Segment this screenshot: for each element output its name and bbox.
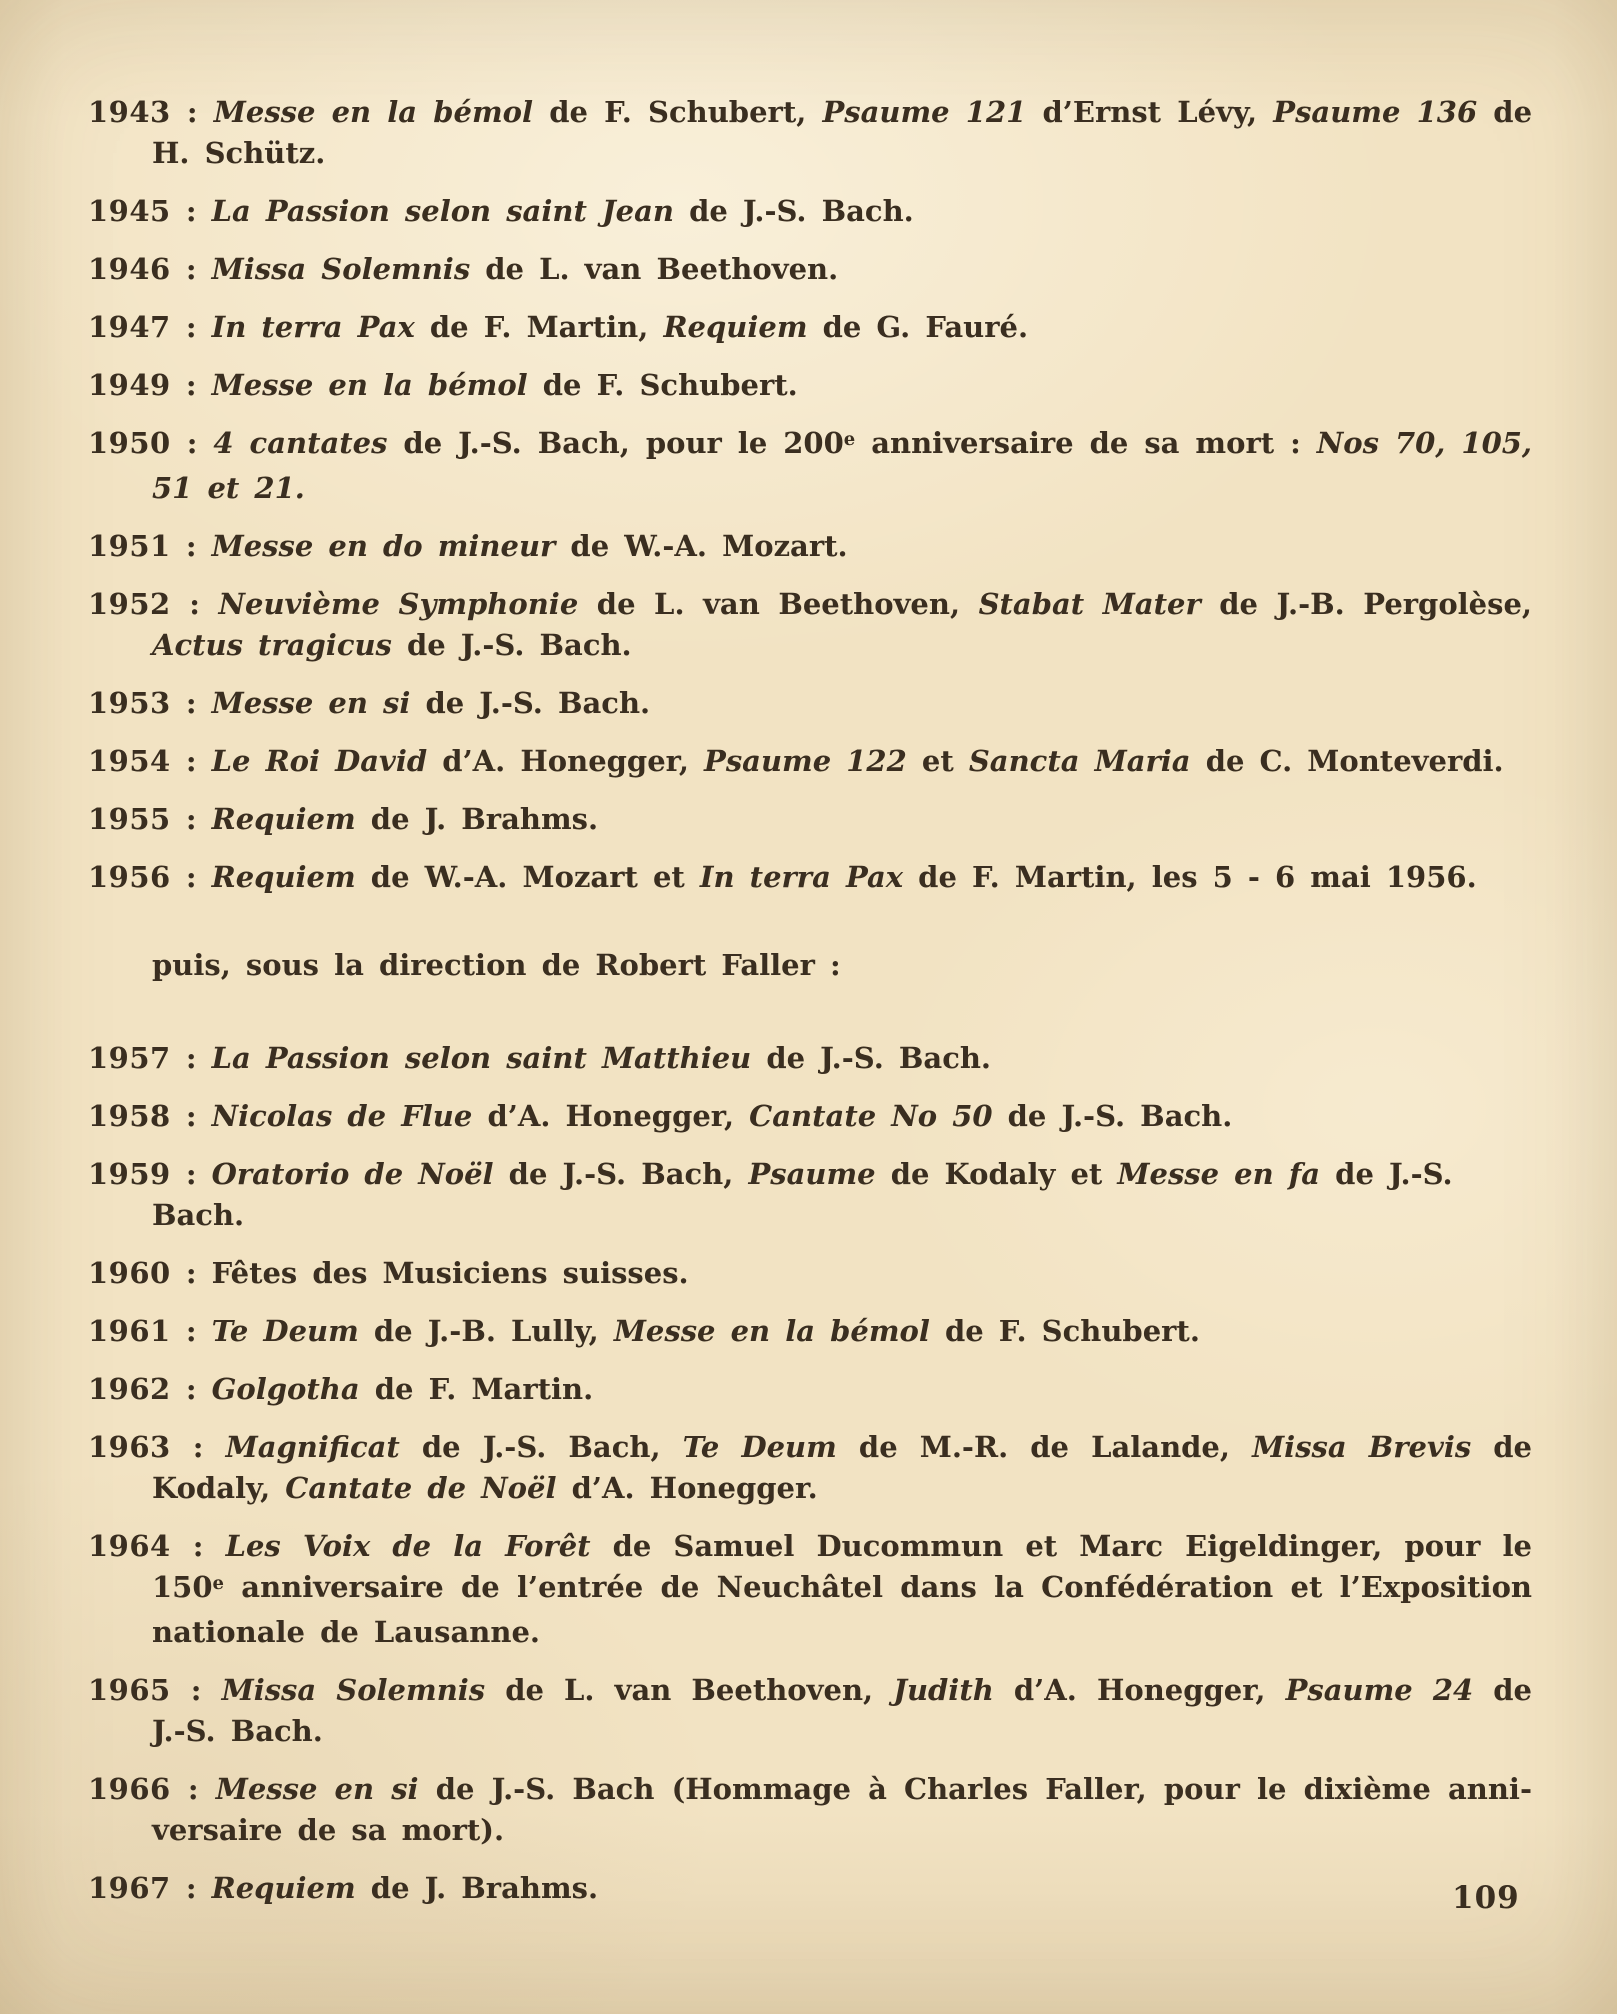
entry-text: de F. Schubert.: [929, 1314, 1200, 1348]
entry-year: 1958: [88, 1099, 171, 1133]
work-title: Messe en do mineur: [211, 529, 556, 563]
text-line: [88, 249, 1532, 290]
entry-year: 1947: [88, 310, 171, 344]
entry-text: de J.-S. Bach.: [391, 628, 632, 662]
work-title: Requiem: [663, 310, 808, 344]
text-line: [88, 741, 1532, 782]
entry-text: de J.-S. Bach.: [152, 1157, 1453, 1232]
work-title: Missa Brevis: [1252, 1430, 1472, 1464]
year-separator: :: [170, 1041, 212, 1075]
concert-entry: [88, 92, 1532, 174]
entry-year: 1966: [88, 1772, 171, 1806]
work-title: Psaume 24: [1285, 1673, 1474, 1707]
year-separator: :: [170, 95, 214, 129]
entry-text: nationale de Lausanne.: [152, 1615, 540, 1649]
work-title: Judith: [893, 1673, 994, 1707]
entry-text: de F. Schubert,: [533, 95, 823, 129]
entry-text: de J.-S. Bach (Hommage à Charles Faller, pour le dixième anni-: [418, 1772, 1532, 1806]
text-line: [88, 1427, 1532, 1468]
text-line: [88, 191, 1532, 232]
work-title: Oratorio de Noël: [211, 1157, 494, 1191]
work-title: 51 et 21.: [152, 471, 305, 505]
entry-text: de W.-A. Mozart.: [555, 529, 848, 563]
entry-text: H. Schütz.: [152, 136, 326, 170]
entry-text: de: [1471, 1430, 1532, 1464]
entry-year: 1953: [88, 686, 171, 720]
text-line: [152, 1810, 1532, 1851]
work-title: Te Deum: [211, 1314, 359, 1348]
year-separator: :: [170, 744, 212, 778]
year-separator: :: [170, 1314, 212, 1348]
entry-text: de F. Martin,: [414, 310, 664, 344]
entry-year: 1946: [88, 252, 171, 286]
entry-year: 1961: [88, 1314, 171, 1348]
work-title: Messe en si: [211, 686, 411, 720]
work-title: Sancta Maria: [968, 744, 1191, 778]
work-title: Stabat Mater: [978, 587, 1201, 621]
entry-text: et: [906, 744, 969, 778]
entry-text: d’A. Honegger,: [472, 1099, 750, 1133]
work-title: 4 cantates: [213, 426, 388, 460]
work-title: Messe en si: [215, 1772, 419, 1806]
entry-text: de J. Brahms.: [355, 802, 599, 836]
entry-text: de J. Brahms.: [355, 1871, 599, 1905]
year-separator: :: [170, 1157, 212, 1191]
entry-text: de J.-S. Bach.: [992, 1099, 1233, 1133]
text-line: [88, 1038, 1532, 1079]
year-separator: :: [170, 1529, 226, 1563]
entry-year: 1957: [88, 1041, 171, 1075]
work-title: In terra Pax: [699, 860, 904, 894]
year-separator: :: [170, 1099, 212, 1133]
entry-year: 1956: [88, 860, 171, 894]
work-title: Messe en la bémol: [613, 1314, 930, 1348]
entry-year: 1954: [88, 744, 171, 778]
concert-entry: [88, 1253, 1532, 1294]
entry-year: 1962: [88, 1372, 171, 1406]
entry-text: de J.-S. Bach.: [674, 194, 914, 228]
concert-entry: [88, 584, 1532, 666]
work-title: Te Deum: [682, 1430, 837, 1464]
concert-entry: [88, 307, 1532, 348]
work-title: Cantate No 50: [749, 1099, 993, 1133]
concert-entry: [88, 1670, 1532, 1752]
concert-entry: [88, 1526, 1532, 1653]
entry-text: de J.-S. Bach.: [410, 686, 651, 720]
work-title: Le Roi David: [211, 744, 428, 778]
entry-text: d’A. Honegger.: [556, 1471, 818, 1505]
work-title: Nos 70, 105,: [1316, 426, 1533, 460]
year-separator: :: [170, 252, 212, 286]
work-title: Neuvième Symphonie: [218, 587, 579, 621]
entry-text: de J.-S. Bach, pour le 200: [387, 426, 844, 460]
year-separator: :: [170, 1430, 226, 1464]
entry-text: d’A. Honegger,: [427, 744, 705, 778]
concert-entry: [88, 526, 1532, 567]
entry-text: de J.-B. Lully,: [358, 1314, 614, 1348]
year-separator: :: [170, 1256, 212, 1290]
text-line: [88, 1311, 1532, 1352]
concert-entry: [88, 1096, 1532, 1137]
entry-year: 1952: [88, 587, 171, 621]
text-line: [88, 1868, 1532, 1909]
work-title: Psaume 121: [822, 95, 1027, 129]
entry-text: de: [1473, 1673, 1533, 1707]
entry-text: de: [1477, 95, 1533, 129]
work-title: Missa Solemnis: [211, 252, 471, 286]
entry-text: de W.-A. Mozart et: [355, 860, 700, 894]
entry-year: 1950: [88, 426, 171, 460]
concert-entry: [88, 1769, 1532, 1851]
year-separator: :: [170, 529, 212, 563]
concert-entry: [88, 1427, 1532, 1509]
entry-text: de M.-R. de Lalande,: [836, 1430, 1253, 1464]
entry-text: de F. Martin, les 5 - 6 mai 1956.: [903, 860, 1477, 894]
entry-text: de Samuel Ducommun et Marc Eigeldinger, pour le: [590, 1529, 1532, 1563]
year-separator: :: [170, 686, 212, 720]
section-heading-robert-faller: puis, sous la direction de Robert Faller :: [152, 948, 841, 982]
text-line: [88, 423, 1533, 468]
entry-text: de L. van Beethoven.: [470, 252, 839, 286]
text-line: [88, 1526, 1532, 1567]
entry-text: Fêtes des Musiciens suisses.: [211, 1256, 689, 1290]
work-title: Nicolas de Flue: [211, 1099, 473, 1133]
work-title: Requiem: [211, 1871, 356, 1905]
text-line: [152, 133, 1532, 174]
text-line: [88, 799, 1532, 840]
entry-year: 1959: [88, 1157, 171, 1191]
entry-text: de F. Martin.: [359, 1372, 594, 1406]
text-line: [88, 1253, 1532, 1294]
entry-year: 1963: [88, 1430, 171, 1464]
work-title: Messe en fa: [1117, 1157, 1321, 1191]
text-line: [152, 1468, 1532, 1509]
entry-year: 1945: [88, 194, 171, 228]
text-line: [152, 468, 1532, 509]
work-title: In terra Pax: [211, 310, 415, 344]
entry-text: anniversaire de sa mort :: [855, 426, 1317, 460]
text-line: [152, 625, 1532, 666]
work-title: Missa Solemnis: [221, 1673, 486, 1707]
entry-text: de L. van Beethoven,: [578, 587, 979, 621]
work-title: Cantate de Noël: [285, 1471, 557, 1505]
text-line: [88, 1769, 1532, 1810]
entry-year: 1965: [88, 1673, 171, 1707]
concert-entry: [88, 1311, 1532, 1352]
concert-entry: [88, 191, 1532, 232]
year-separator: :: [170, 802, 212, 836]
concert-chronology: [88, 92, 1532, 1926]
entry-year: 1949: [88, 368, 171, 402]
year-separator: :: [170, 1772, 216, 1806]
text-line: [88, 1154, 1532, 1236]
concert-entry: [88, 857, 1532, 898]
entry-text: d’Ernst Lévy,: [1026, 95, 1274, 129]
year-separator: :: [170, 1871, 212, 1905]
entry-text: d’A. Honegger,: [993, 1673, 1286, 1707]
year-separator: :: [170, 587, 219, 621]
concert-list-charles-faller: [88, 92, 1532, 898]
work-title: Psaume 122: [704, 744, 907, 778]
text-line: [152, 1711, 1532, 1752]
entry-year: 1964: [88, 1529, 171, 1563]
page-number: 109: [1452, 1880, 1520, 1916]
work-title: Psaume: [748, 1157, 876, 1191]
entry-text: de L. van Beethoven,: [485, 1673, 894, 1707]
concert-entry: [88, 741, 1532, 782]
text-line: [152, 1612, 1532, 1653]
entry-text: de J.-S. Bach,: [493, 1157, 749, 1191]
text-line: [88, 584, 1533, 625]
entry-year: 1967: [88, 1871, 171, 1905]
year-separator: :: [170, 1372, 212, 1406]
entry-text: 150: [152, 1570, 213, 1604]
work-title: La Passion selon saint Matthieu: [211, 1041, 752, 1075]
entry-text: Kodaly,: [152, 1471, 286, 1505]
entry-text: de C. Monteverdi.: [1190, 744, 1504, 778]
concert-entry: [88, 799, 1532, 840]
work-title: Messe en la bémol: [213, 95, 534, 129]
year-separator: :: [170, 426, 214, 460]
text-line: [88, 1096, 1532, 1137]
entry-text: de F. Schubert.: [527, 368, 798, 402]
year-separator: :: [170, 194, 212, 228]
work-title: Les Voix de la Forêt: [225, 1529, 591, 1563]
concert-entry: [88, 249, 1532, 290]
entry-year: 1951: [88, 529, 171, 563]
concert-list-robert-faller: [88, 1038, 1532, 1909]
superscript-ordinal: e: [843, 429, 856, 451]
text-line: [88, 857, 1532, 898]
work-title: La Passion selon saint Jean: [211, 194, 674, 228]
entry-text: de J.-S. Bach,: [399, 1430, 683, 1464]
concert-entry: [88, 1154, 1532, 1236]
entry-text: de J.-S. Bach.: [751, 1041, 992, 1075]
entry-year: 1943: [88, 95, 171, 129]
work-title: Actus tragicus: [152, 628, 392, 662]
concert-entry: [88, 423, 1532, 509]
year-separator: :: [170, 1673, 222, 1707]
concert-entry: [88, 1038, 1532, 1079]
work-title: Requiem: [211, 802, 356, 836]
text-line: [88, 365, 1532, 406]
concert-entry: [88, 1868, 1532, 1909]
entry-year: 1955: [88, 802, 171, 836]
entry-text: de Kodaly et: [875, 1157, 1118, 1191]
work-title: Golgotha: [211, 1372, 360, 1406]
text-line: [88, 307, 1532, 348]
concert-entry: [88, 683, 1532, 724]
entry-text: versaire de sa mort).: [152, 1813, 505, 1847]
work-title: Psaume 136: [1273, 95, 1478, 129]
entry-text: anniversaire de l’entrée de Neuchâtel dans la Confédération et l’Exposition: [223, 1570, 1532, 1604]
entry-text: de J.-B. Pergolèse,: [1200, 587, 1533, 621]
text-line: [88, 1670, 1533, 1711]
text-line: [88, 526, 1532, 567]
superscript-ordinal: e: [212, 1573, 224, 1595]
text-line: [88, 92, 1533, 133]
year-separator: :: [170, 310, 212, 344]
concert-entry: [88, 365, 1532, 406]
concert-entry: [88, 1369, 1532, 1410]
year-separator: :: [170, 860, 212, 894]
text-line: [88, 683, 1532, 724]
text-line: [88, 1369, 1532, 1410]
work-title: Messe en la bémol: [211, 368, 528, 402]
entry-text: J.-S. Bach.: [152, 1714, 323, 1748]
work-title: Requiem: [211, 860, 356, 894]
entry-year: 1960: [88, 1256, 171, 1290]
year-separator: :: [170, 368, 212, 402]
work-title: Magnificat: [225, 1430, 400, 1464]
entry-text: de G. Fauré.: [807, 310, 1029, 344]
text-line: [152, 1567, 1532, 1612]
